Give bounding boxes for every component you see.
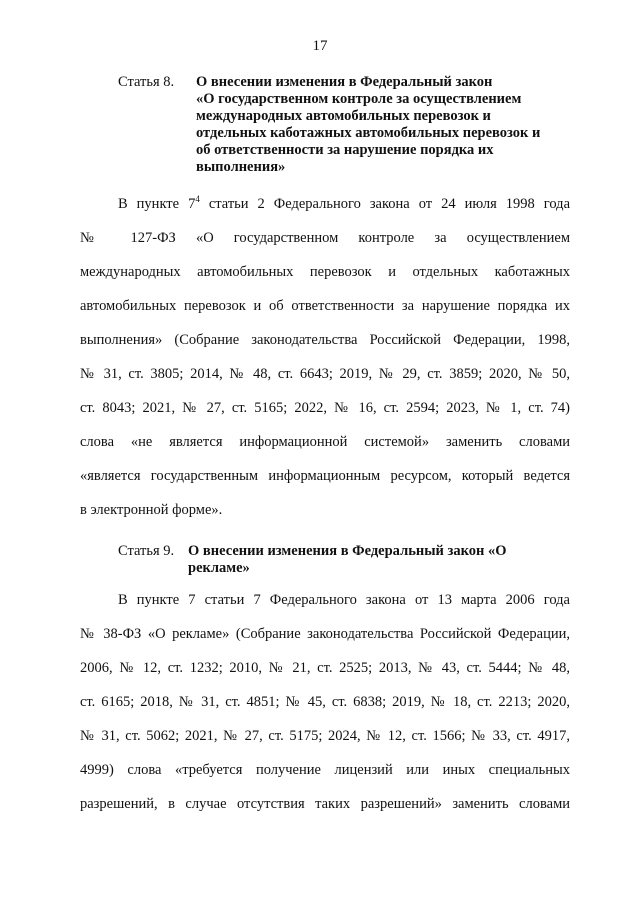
article-8-body-line: выполнения» (Собрание законодательства Российской Федерации, 1998, xyxy=(80,332,570,348)
article-8-body-line: автомобильных перевозок и об ответственности за нарушение порядка их xyxy=(80,298,570,314)
article-9-body-line: № 31, ст. 5062; 2021, № 27, ст. 5175; 2024, № 12, ст. 1566; № 33, ст. 4917, xyxy=(80,728,570,744)
body-text: статьи 2 Федерального закона от 24 июля 1998 года xyxy=(199,196,570,212)
article-9-title xyxy=(188,543,507,577)
body-text: В пункте 7 xyxy=(118,196,196,212)
article-8-title-line: О внесении изменения в Федеральный закон xyxy=(196,74,493,90)
article-8-body-line: в электронной форме». xyxy=(80,502,223,518)
article-9-title-line: О внесении изменения в Федеральный закон «О xyxy=(188,543,507,559)
article-9-body-line: № 38-ФЗ «О рекламе» (Собрание законодательства Российской Федерации, xyxy=(80,626,570,642)
article-8-title-line: выполнения» xyxy=(196,159,286,175)
article-9-label: Статья 9. xyxy=(118,543,175,559)
article-8-body-line: № 127-ФЗ «О государственном контроле за осуществлением xyxy=(80,230,570,246)
article-8-title-line: «О государственном контроле за осуществлением xyxy=(196,91,522,107)
article-9-body-line: ст. 6165; 2018, № 31, ст. 4851; № 45, ст. 6838; 2019, № 18, ст. 2213; 2020, xyxy=(80,694,570,710)
article-8-body-line xyxy=(118,196,570,213)
article-8-body-line: слова «не является информационной системой» заменить словами xyxy=(80,434,570,450)
article-9-body-line: 2006, № 12, ст. 1232; 2010, № 21, ст. 2525; 2013, № 43, ст. 5444; № 48, xyxy=(80,660,570,676)
article-8-body-line: № 31, ст. 3805; 2014, № 48, ст. 6643; 2019, № 29, ст. 3859; 2020, № 50, xyxy=(80,366,570,382)
article-8-title-line: международных автомобильных перевозок и xyxy=(196,108,491,124)
article-8-body-line: международных автомобильных перевозок и отдельных каботажных xyxy=(80,264,570,280)
article-8-title-line: об ответственности за нарушение порядка их xyxy=(196,142,494,158)
page-number: 17 xyxy=(312,38,328,54)
article-9-body-line: В пункте 7 статьи 7 Федерального закона от 13 марта 2006 года xyxy=(118,592,570,608)
article-8-label: Статья 8. xyxy=(118,74,175,90)
article-8-title xyxy=(196,74,540,176)
article-8-title-line: отдельных каботажных автомобильных перевозок и xyxy=(196,125,541,141)
article-9-title-line: рекламе» xyxy=(188,560,250,576)
superscript: 4 xyxy=(195,194,200,204)
article-9-body-line: разрешений, в случае отсутствия таких разрешений» заменить словами xyxy=(80,796,570,812)
article-9-body-line: 4999) слова «требуется получение лицензий или иных специальных xyxy=(80,762,570,778)
article-8-body-line: «является государственным информационным ресурсом, который ведется xyxy=(80,468,570,484)
article-8-body-line: ст. 8043; 2021, № 27, ст. 5165; 2022, № 16, ст. 2594; 2023, № 1, ст. 74) xyxy=(80,400,570,416)
